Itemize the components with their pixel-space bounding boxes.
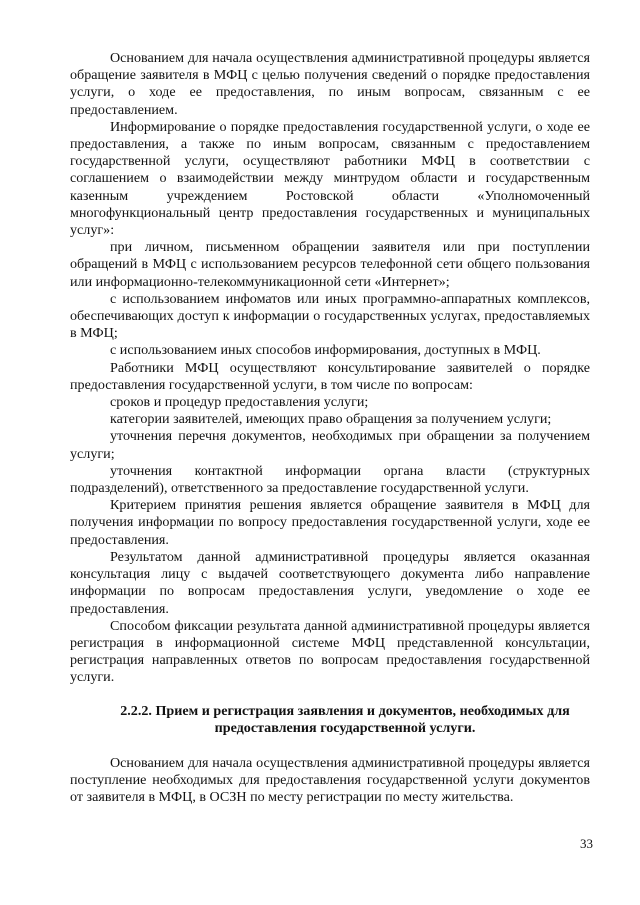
paragraph-basis-reception: Основанием для начала осуществления административной процедуры является поступление необходимых для предоставления государственной услуги документов от заявителя в МФЦ, в ОСЗН по месту регистрации по месту жительства.: [70, 754, 590, 806]
paragraph-result-recording: Способом фиксации результата данной административной процедуры является регистрация в информационной системе МФЦ представленной консультации, регистрация направленных ответов по вопросам предоставления государственной услуги.: [70, 617, 590, 686]
paragraph-procedure-result: Результатом данной административной процедуры является оказанная консультация лицу с выдачей соответствующего документа либо направление информации по вопросам предоставления услуги, уведомление о ходе ее предоставления.: [70, 548, 590, 617]
paragraph-decision-criterion: Критерием принятия решения является обращение заявителя в МФЦ для получения информации по вопросу предоставления государственной услуги, ходе ее предоставления.: [70, 497, 590, 548]
document-page: [70, 50, 590, 807]
section-heading: 2.2.2. Прием и регистрация заявления и документов, необходимых для предоставления государственной услуги.: [120, 702, 570, 736]
paragraph-topic-documents: уточнения перечня документов, необходимых при обращении за получением услуги;: [70, 428, 590, 462]
paragraph-topic-categories: категории заявителей, имеющих право обращения за получением услуги;: [110, 411, 552, 428]
paragraph-topic-contacts: уточнения контактной информации органа власти (структурных подразделений), ответственного за предоставление государственной услуги.: [70, 462, 590, 497]
paragraph-topic-deadlines: сроков и процедур предоставления услуги;: [110, 394, 369, 411]
paragraph-consulting-topics: Работники МФЦ осуществляют консультирование заявителей о порядке предоставления государственной услуги, в том числе по вопросам:: [70, 359, 590, 393]
paragraph-basis-consultation: Основанием для начала осуществления административной процедуры является обращение заявителя в МФЦ с целью получения сведений о порядке предоставления услуги, о ходе ее предоставления, по иным вопросам, связанным с ее предоставлением.: [70, 50, 590, 118]
paragraph-other-methods: с использованием иных способов информирования, доступных в МФЦ.: [110, 342, 541, 359]
page-number: 33: [580, 836, 593, 851]
paragraph-personal-appeal: при личном, письменном обращении заявителя или при поступлении обращений в МФЦ с использованием ресурсов телефонной сети общего пользования или информационно-телекоммуникационной сети «Интернет»;: [70, 239, 590, 290]
paragraph-informing: Информирование о порядке предоставления государственной услуги, о ходе ее предоставления, а также по иным вопросам, связанным с предоставлением государственной услуги, осуществляют работники МФЦ в соответствии с соглашением о взаимодействии между минтрудом области и государственным казенным учреждением Ростовской области «Уполномоченный многофункциональный центр предоставления государственных и муниципальных услуг»:: [70, 118, 590, 239]
paragraph-infomats: с использованием инфоматов или иных программно-аппаратных комплексов, обеспечивающих доступ к информации о государственных услугах, предоставляемых в МФЦ;: [70, 290, 590, 342]
